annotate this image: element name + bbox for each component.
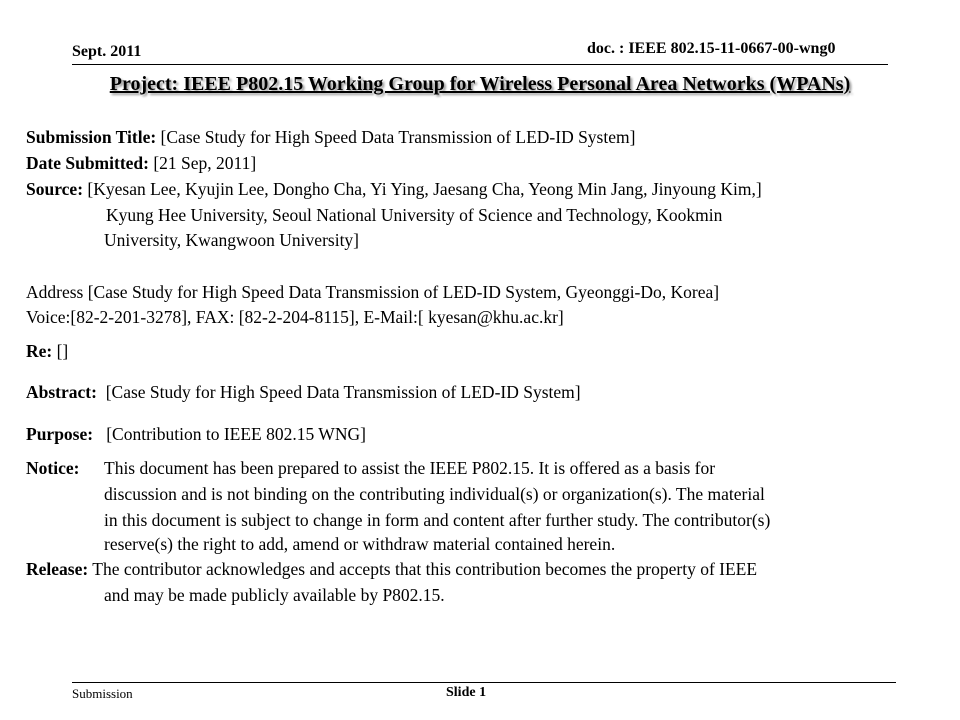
release-row <box>26 559 757 580</box>
date-submitted-label: Date Submitted: <box>26 153 149 173</box>
abstract-row <box>26 382 581 403</box>
release-label: Release: <box>26 559 89 579</box>
release-line-1: The contributor acknowledges and accepts that this contribution becomes the property of IEEE <box>92 559 758 579</box>
abstract-label: Abstract: <box>26 382 97 402</box>
submission-title-row <box>26 127 635 148</box>
re-value: [] <box>56 341 69 361</box>
release-line-2: and may be made publicly available by P802.15. <box>104 585 445 605</box>
notice-line-1: This document has been prepared to assist the IEEE P802.15. It is offered as a basis for <box>104 458 716 478</box>
notice-label: Notice: <box>26 458 80 478</box>
date-submitted-row <box>26 153 256 174</box>
source-line-3: University, Kwangwoon University] <box>104 230 360 250</box>
project-title: Project: IEEE P802.15 Working Group for Wireless Personal Area Networks (WPANs) <box>109 73 851 95</box>
source-line-2: Kyung Hee University, Seoul National University of Science and Technology, Kookmin <box>106 205 723 225</box>
source-line-1: [Kyesan Lee, Kyujin Lee, Dongho Cha, Yi Ying, Jaesang Cha, Yeong Min Jang, Jinyoung Kim,] <box>87 179 762 199</box>
date-submitted-value: [21 Sep, 2011] <box>153 153 257 173</box>
source-label: Source: <box>26 179 84 199</box>
abstract-value: [Case Study for High Speed Data Transmission of LED-ID System] <box>105 382 581 402</box>
notice-line-4: reserve(s) the right to add, amend or withdraw material contained herein. <box>104 534 616 554</box>
source-row <box>26 179 762 200</box>
footer-divider <box>72 682 896 683</box>
re-row <box>26 341 68 362</box>
submission-title-label: Submission Title: <box>26 127 157 147</box>
footer-submission: Submission <box>72 686 133 701</box>
address-line: Address [Case Study for High Speed Data Transmission of LED-ID System, Gyeonggi-Do, Korea] <box>26 282 720 302</box>
header-doc-number: doc. : IEEE 802.15-11-0667-00-wng0 <box>587 40 836 57</box>
footer-slide-number: Slide 1 <box>446 685 487 700</box>
purpose-value: [Contribution to IEEE 802.15 WNG] <box>106 424 366 444</box>
purpose-label: Purpose: <box>26 424 94 444</box>
voice-line: Voice:[82-2-201-3278], FAX: [82-2-204-8115], E-Mail:[ kyesan@khu.ac.kr] <box>26 307 564 327</box>
notice-line-3: in this document is subject to change in form and content after further study. The contributor(s) <box>104 510 771 530</box>
header-divider <box>72 64 888 65</box>
re-label: Re: <box>26 341 53 361</box>
submission-title-value: [Case Study for High Speed Data Transmission of LED-ID System] <box>160 127 636 147</box>
purpose-row <box>26 424 366 445</box>
notice-line-2: discussion and is not binding on the contributing individual(s) or organization(s). The material <box>104 484 765 504</box>
header-date: Sept. 2011 <box>72 43 142 60</box>
